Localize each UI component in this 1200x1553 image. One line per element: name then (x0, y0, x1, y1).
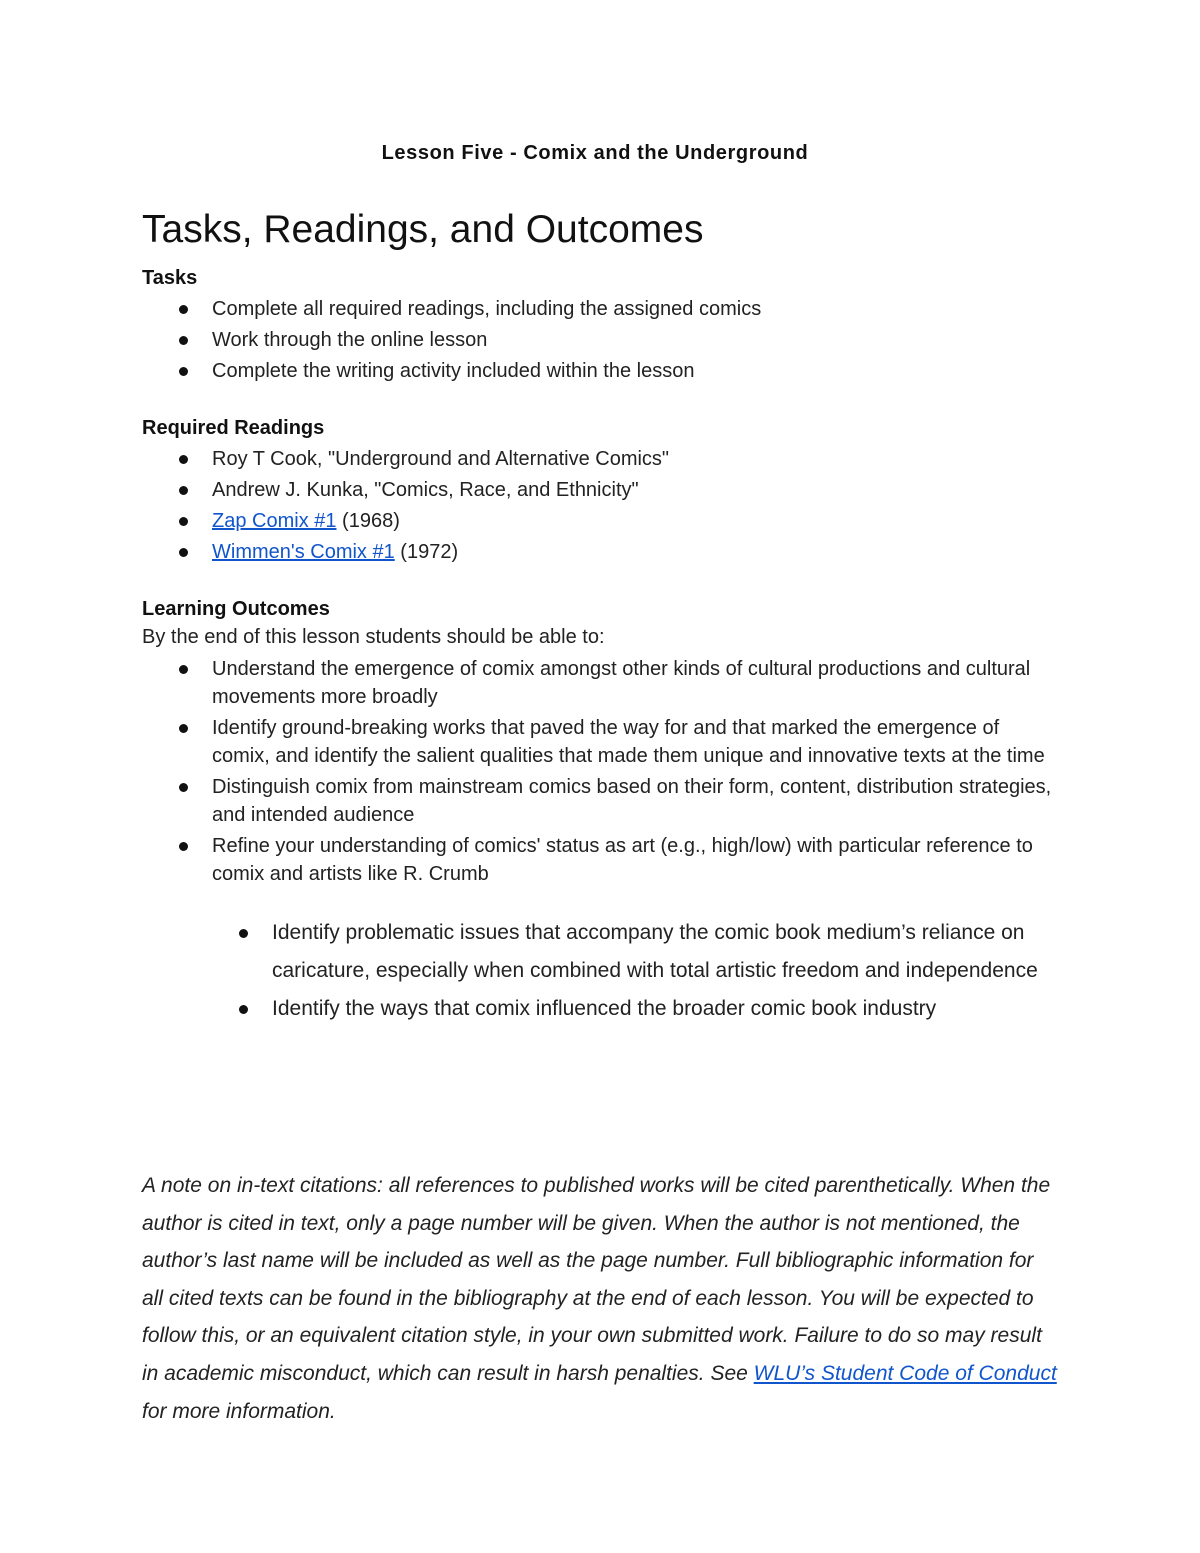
bullet-icon (179, 517, 188, 526)
list-item-text: Roy T Cook, "Underground and Alternative Comics" (212, 448, 670, 470)
list-item-text: Understand the emergence of comix amongst other kinds of cultural productions and cultural movements more broadly (212, 658, 1031, 708)
bullet-icon (179, 455, 188, 464)
citation-note (142, 1167, 1057, 1430)
tasks-label: Tasks (142, 267, 198, 289)
bullet-icon (179, 336, 188, 345)
bullet-icon (179, 486, 188, 495)
readings-label: Required Readings (142, 417, 325, 439)
sub-list-item (142, 914, 1072, 990)
bullet-icon (179, 783, 188, 792)
list-item-text: Identify problematic issues that accompany the comic book medium’s reliance on caricature, especially when combined with total artistic freedom and independence (272, 921, 1038, 982)
list-item (142, 538, 1062, 566)
wimmens-comix-link[interactable]: Wimmen's Comix #1 (212, 541, 395, 563)
list-item-text: Distinguish comix from mainstream comics based on their form, content, distribution strategies, and intended audience (212, 776, 1052, 826)
bullet-icon (179, 548, 188, 557)
outcomes-list (142, 655, 1062, 891)
bullet-icon (239, 929, 248, 938)
bullet-icon (179, 724, 188, 733)
list-item (142, 507, 1062, 535)
bullet-icon (179, 305, 188, 314)
list-item (142, 295, 1062, 323)
citation-note-text: A note on in-text citations: all references to published works will be cited parenthetically. When the author is cited in text, only a page number will be given. When the author is not mentioned, the author’s last name will be included as well as the page number. Full bibliographic information for all cited texts can be found in the bibliography at the end of each lesson. You will be expected to follow this, or an equivalent citation style, in your own submitted work. Failure to do so may result in academic misconduct, which can result in harsh penalties. See (142, 1174, 1051, 1385)
bullet-icon (239, 1005, 248, 1014)
list-item (142, 832, 1062, 888)
list-item (142, 326, 1062, 354)
list-item-text: (1968) (336, 510, 400, 532)
list-item (142, 476, 1062, 504)
bullet-icon (179, 842, 188, 851)
sub-list-item (142, 990, 1072, 1028)
section-heading: Tasks, Readings, and Outcomes (142, 208, 704, 251)
outcomes-sub-list (142, 914, 1072, 1028)
document-title: Lesson Five - Comix and the Underground (381, 142, 809, 164)
citation-note-tail: for more information. (142, 1399, 336, 1423)
bullet-icon (179, 367, 188, 376)
list-item-text: Refine your understanding of comics' status as art (e.g., high/low) with particular reference to comix and artists like R. Crumb (212, 835, 1033, 885)
list-item (142, 655, 1062, 711)
list-item (142, 773, 1062, 829)
list-item (142, 445, 1062, 473)
student-code-of-conduct-link[interactable]: WLU’s Student Code of Conduct (753, 1361, 1057, 1385)
list-item (142, 357, 1062, 385)
list-item-text: Work through the online lesson (212, 329, 488, 351)
readings-list (142, 445, 1062, 569)
list-item-text: Complete all required readings, including the assigned comics (212, 298, 762, 320)
list-item-text: Andrew J. Kunka, "Comics, Race, and Ethnicity" (212, 479, 639, 501)
zap-comix-link[interactable]: Zap Comix #1 (212, 510, 337, 532)
tasks-list (142, 295, 1062, 388)
outcomes-label: Learning Outcomes (142, 598, 330, 620)
bullet-icon (179, 665, 188, 674)
outcomes-intro: By the end of this lesson students should be able to: (142, 626, 605, 648)
list-item-text: (1972) (394, 541, 459, 563)
list-item-text: Complete the writing activity included within the lesson (212, 360, 695, 382)
list-item (142, 714, 1062, 770)
list-item-text: Identify ground-breaking works that paved the way for and that marked the emergence of comix, and identify the salient qualities that made them unique and innovative texts at the time (212, 717, 1045, 767)
list-item-text: Identify the ways that comix influenced the broader comic book industry (272, 997, 937, 1020)
